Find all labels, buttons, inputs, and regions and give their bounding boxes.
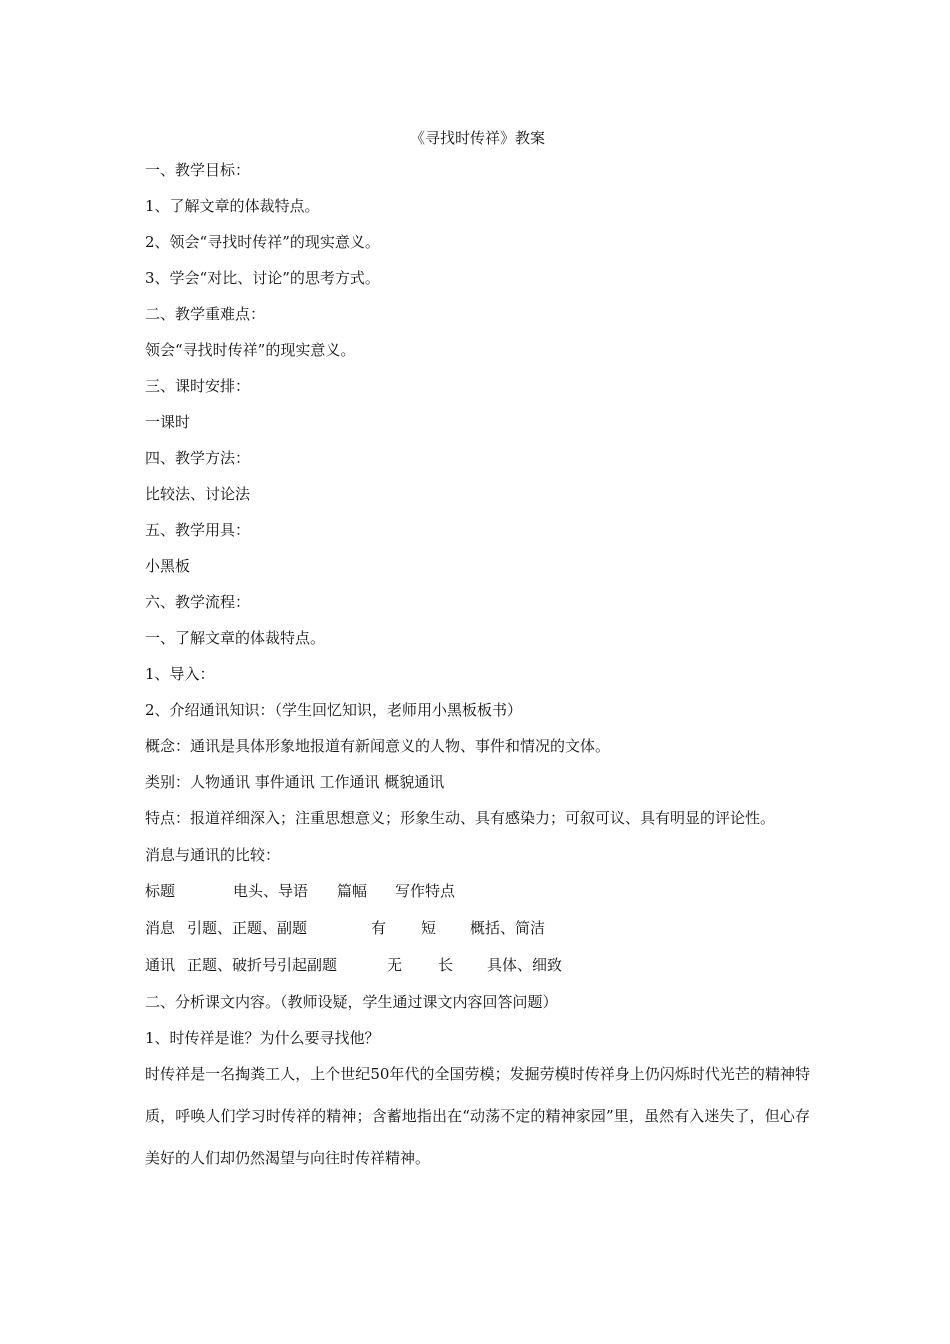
document-title: 《寻找时传祥》教案	[409, 129, 545, 147]
compare-header-cell: 篇幅	[337, 882, 368, 900]
text-line: 六、教学流程：	[145, 593, 251, 611]
compare-cell: 有	[371, 919, 387, 937]
analysis-heading: 二、分析课文内容。（教师设疑，学生通过课文内容回答问题）	[145, 993, 558, 1011]
compare-cell: 正题、破折号引起副题	[187, 956, 338, 974]
compare-cell: 短	[421, 919, 437, 937]
compare-cell: 引题、正题、副题	[187, 919, 308, 937]
compare-cell: 具体、细致	[487, 956, 563, 974]
text-line: 一课时	[145, 413, 191, 431]
text-line: 五、教学用具：	[145, 521, 251, 539]
compare-cell: 概括、简洁	[470, 919, 546, 937]
text-line: 概念：通讯是具体形象地报道有新闻意义的人物、事件和情况的文体。	[145, 737, 611, 755]
compare-cell: 通讯	[145, 956, 176, 974]
text-line: 2、介绍通讯知识：（学生回忆知识，老师用小黑板板书）	[145, 701, 523, 719]
compare-header-cell: 标题	[145, 882, 176, 900]
text-line: 三、课时安排：	[145, 377, 251, 395]
text-line: 小黑板	[145, 557, 191, 575]
compare-cell: 消息	[145, 919, 176, 937]
compare-heading: 消息与通讯的比较：	[145, 846, 281, 864]
text-line: 四、教学方法：	[145, 449, 251, 467]
text-line: 1、了解文章的体裁特点。	[145, 197, 320, 215]
text-line: 2、领会“寻找时传祥”的现实意义。	[145, 233, 380, 251]
answer-paragraph: 时传祥是一名掏粪工人，上个世纪50年代的全国劳模；发掘劳模时传祥身上仍闪烁时代光芒的精神特质，呼唤人们学习时传祥的精神；含蓄地指出在“动荡不定的精神家园”里，虽然有入迷失了，但心存美好的人们却仍然渴望与向往时传祥精神。	[145, 1065, 810, 1167]
features-paragraph: 特点：报道祥细深入；注重思想意义；形象生动、具有感染力；可叙可议、具有明显的评论性。	[145, 809, 776, 827]
text-line: 领会“寻找时传祥”的现实意义。	[145, 341, 356, 359]
compare-row-report	[145, 953, 810, 977]
text-line: 二、教学重难点：	[145, 305, 266, 323]
text-line: 一、教学目标：	[145, 161, 251, 179]
compare-row-news	[145, 916, 810, 940]
text-line: 1、导入：	[145, 665, 215, 683]
compare-header-cell: 电头、导语	[233, 882, 309, 900]
compare-header-row	[145, 879, 810, 903]
text-line: 类别：人物通讯 事件通讯 工作通讯 概貌通讯	[145, 773, 445, 791]
question-line: 1、时传祥是谁？为什么要寻找他？	[145, 1029, 380, 1047]
compare-cell: 长	[438, 956, 454, 974]
text-line: 一、了解文章的体裁特点。	[145, 629, 326, 647]
text-line: 比较法、讨论法	[145, 485, 251, 503]
compare-header-cell: 写作特点	[395, 882, 456, 900]
document-page	[145, 126, 810, 1179]
compare-cell: 无	[387, 956, 403, 974]
text-line: 3、学会“对比、讨论”的思考方式。	[145, 269, 380, 287]
